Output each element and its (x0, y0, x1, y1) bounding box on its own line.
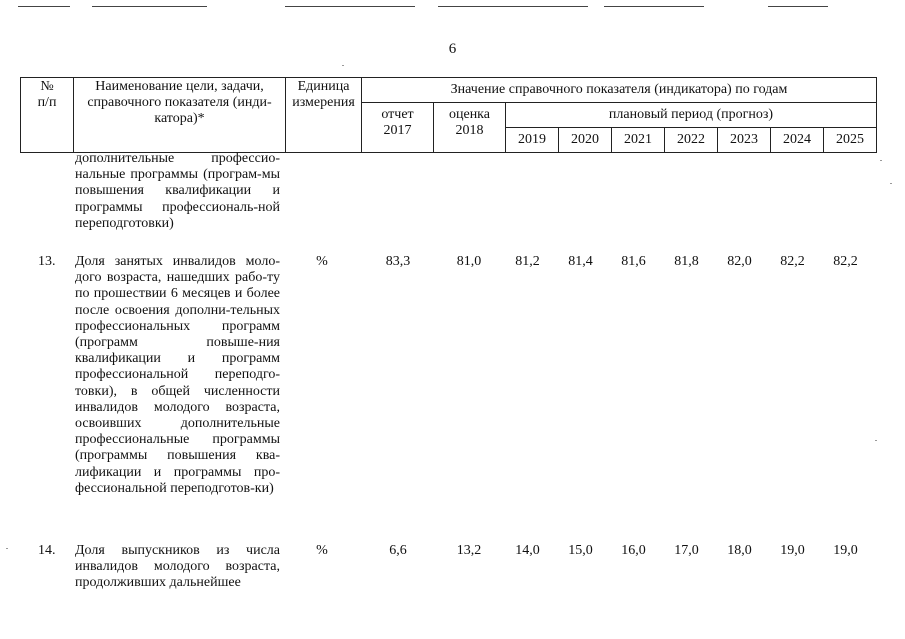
row-report-2017: 6,6 (389, 543, 407, 558)
top-rule (768, 6, 828, 7)
row-name: Доля выпускников из числа инвалидов молодого возраста, продолживших дальнейшее (75, 543, 280, 591)
row-plan-2023: 82,0 (727, 254, 752, 269)
header-report-2017: отчет 2017 (362, 103, 434, 153)
header-year: 2019 (506, 128, 559, 153)
row-number: 13. (38, 254, 56, 269)
header-estimate-2018: оценка 2018 (434, 103, 506, 153)
row-plan-2021: 16,0 (621, 543, 646, 558)
row-estimate-2018: 81,0 (456, 254, 482, 269)
row-plan-2022: 17,0 (674, 543, 699, 558)
row-plan-2020: 15,0 (568, 543, 593, 558)
scan-speck (342, 65, 344, 66)
header-plan-period: плановый период (прогноз) (506, 103, 877, 128)
header-unit: Единица измерения (286, 78, 362, 153)
row-plan-2019: 14,0 (515, 543, 540, 558)
row-plan-2023: 18,0 (727, 543, 752, 558)
row-plan-2019: 81,2 (515, 254, 540, 269)
scan-speck (6, 548, 8, 549)
scan-speck (875, 440, 877, 441)
row-plan-2021: 81,6 (621, 254, 646, 269)
header-number: № п/п (21, 78, 74, 153)
top-rule (18, 6, 70, 7)
header-year: 2024 (771, 128, 824, 153)
top-rule (604, 6, 704, 7)
header-year: 2025 (824, 128, 877, 153)
scan-speck (880, 160, 882, 161)
header-name: Наименование цели, задачи, справочного показателя (инди-катора)* (74, 78, 286, 153)
page-number: 6 (448, 41, 457, 57)
row-plan-2022: 81,8 (674, 254, 699, 269)
row-plan-2025: 82,2 (833, 254, 858, 269)
top-rule (438, 6, 588, 7)
row-plan-2024: 82,2 (780, 254, 805, 269)
header-year: 2023 (718, 128, 771, 153)
row-estimate-2018: 13,2 (456, 543, 482, 558)
row-number: 14. (38, 543, 56, 558)
row-plan-2025: 19,0 (833, 543, 858, 558)
header-year: 2021 (612, 128, 665, 153)
row-name: Доля занятых инвалидов моло-дого возраста, нашедших рабо-ту по прошествии 6 месяцев и более после освоения дополни-тельных профессиональных программ (программ повыше-ния квалификации и программ профессиональной переподго-товки), в общей численности инвалидов молодого возраста, освоивших дополнительные профессиональные программы (программы повышения ква-лификации и программы про-фессиональной переподготов-ки) (75, 254, 280, 496)
row-unit: % (316, 543, 328, 558)
header-year: 2020 (559, 128, 612, 153)
header-values: Значение справочного показателя (индикатора) по годам (362, 78, 877, 103)
scan-speck (890, 183, 892, 184)
row-plan-2020: 81,4 (568, 254, 593, 269)
row-report-2017: 83,3 (385, 254, 411, 269)
row-unit: % (316, 254, 328, 269)
header-year: 2022 (665, 128, 718, 153)
table-header (20, 77, 877, 153)
row-plan-2024: 19,0 (780, 543, 805, 558)
top-rule (285, 6, 415, 7)
top-rule (92, 6, 207, 7)
continuation-text: дополнительные профессио-нальные программы (програм-мы повышения квалификации и программы профессиональ-ной переподготовки) (75, 151, 280, 231)
